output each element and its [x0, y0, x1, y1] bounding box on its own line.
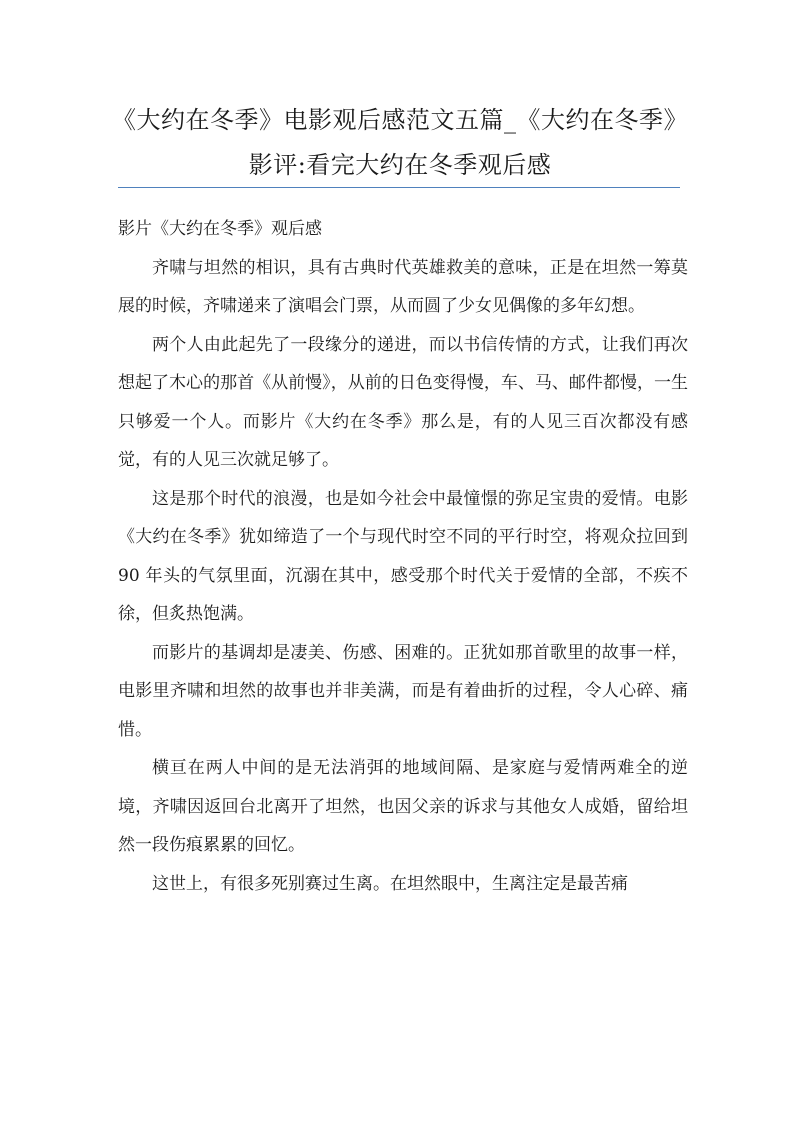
paragraph-6: 这世上，有很多死别赛过生离。在坦然眼中，生离注定是最苦痛 [152, 873, 628, 894]
paragraph-1: 齐啸与坦然的相识，具有古典时代英雄救美的意味，正是在坦然一筹莫展的时候，齐啸递来了演唱会门票，从而圆了少女见偶像的多年幻想。 [118, 257, 688, 316]
document-body [118, 210, 688, 903]
title-line-1: 《大约在冬季》电影观后感范文五篇_《大约在冬季》 [112, 106, 688, 134]
paragraph-5: 横亘在两人中间的是无法消弭的地域间隔、是家庭与爱情两难全的逆境，齐啸因返回台北离开了坦然，也因父亲的诉求与其他女人成婚，留给坦然一段伤痕累累的回忆。 [118, 758, 688, 855]
title-line-2: 影评:看完大约在冬季观后感 [248, 151, 552, 179]
section-subheading: 影片《大约在冬季》观后感 [118, 219, 322, 239]
paragraph-2: 两个人由此起先了一段缘分的递进，而以书信传情的方式，让我们再次想起了木心的那首《从前慢》，从前的日色变得慢，车、马、邮件都慢，一生只够爱一个人。而影片《大约在冬季》那么是，有的人见三百次都没有感觉，有的人见三次就足够了。 [118, 334, 688, 470]
paragraph-3: 这是那个时代的浪漫，也是如今社会中最憧憬的弥足宝贵的爱情。电影《大约在冬季》犹如缔造了一个与现代时空不同的平行时空，将观众拉回到 90 年头的气氛里面，沉溺在其中，感受那个时代关于爱情的全部，不疾不徐，但炙热饱满。 [118, 488, 688, 624]
title-divider [118, 187, 680, 188]
paragraph-4: 而影片的基调却是凄美、伤感、困难的。正犹如那首歌里的故事一样，电影里齐啸和坦然的故事也并非美满，而是有着曲折的过程，令人心碎、痛惜。 [118, 642, 688, 740]
document-title [60, 98, 740, 188]
